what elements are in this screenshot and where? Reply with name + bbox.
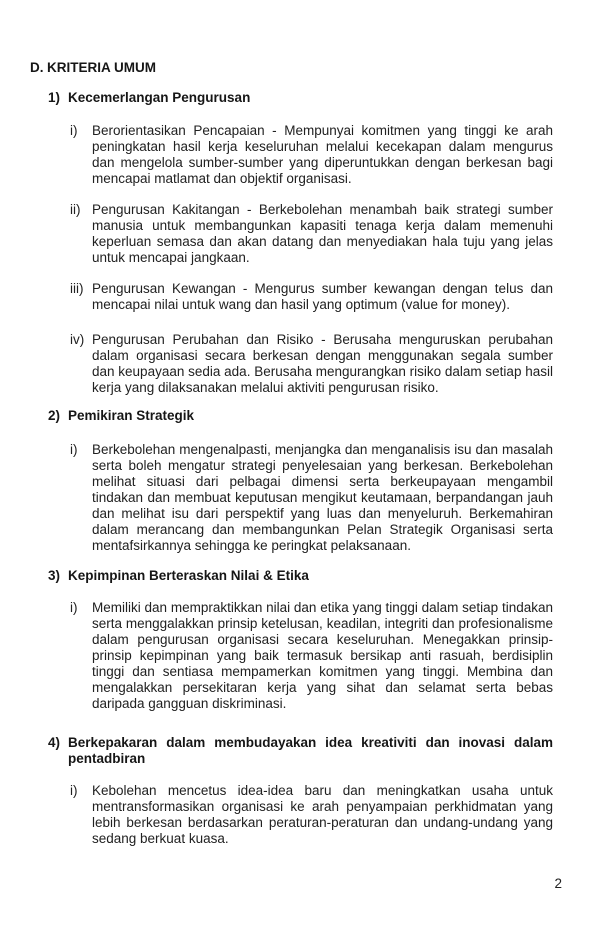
item-marker: i): [70, 600, 78, 615]
item-marker: i): [70, 442, 78, 457]
criterion-2-item-i: [70, 442, 600, 554]
criterion-4-marker: 4): [48, 735, 61, 750]
criterion-3-heading: [48, 568, 600, 584]
criterion-1-item-ii: [70, 202, 600, 266]
criterion-2-marker: 2): [48, 408, 61, 423]
item-text: Berorientasikan Pencapaian - Mempunyai komitmen yang tinggi ke arah peningkatan hasil kerja keseluruhan melalui kecekapan dalam mengurus dan mengelola sumber-sumber yang diperuntukkan dengan berkesan bagi mencapai matlamat dan objektif organisasi.: [92, 123, 553, 186]
section-marker: D.: [30, 60, 44, 75]
criterion-4-item-i: [70, 783, 600, 847]
section-heading: [30, 60, 600, 76]
item-marker: iii): [70, 281, 84, 296]
item-marker: i): [70, 783, 78, 798]
criterion-3-title: Kepimpinan Berteraskan Nilai & Etika: [68, 568, 309, 583]
criterion-1-marker: 1): [48, 90, 61, 105]
criterion-4-heading: [48, 735, 600, 767]
item-marker: iv): [70, 332, 85, 347]
item-text: Pengurusan Kakitangan - Berkebolehan menambah baik strategi sumber manusia untuk membangunkan kapasiti tenaga kerja dalam memenuhi keperluan semasa dan akan datang dan menyediakan hala tuju yang jelas untuk mencapai jangkaan.: [92, 202, 553, 265]
criterion-2-title: Pemikiran Strategik: [68, 408, 195, 423]
item-marker: i): [70, 123, 78, 138]
item-marker: ii): [70, 202, 81, 217]
item-text: Pengurusan Kewangan - Mengurus sumber kewangan dengan telus dan mencapai nilai untuk wang dan hasil yang optimum (value for money).: [92, 281, 553, 312]
criterion-2-heading: [48, 408, 600, 424]
item-text: Kebolehan mencetus idea-idea baru dan meningkatkan usaha untuk mentransformasikan organisasi ke arah penyampaian perkhidmatan yang lebih berkesan berdasarkan peraturan-peraturan dan undang-undang yang sedang berkuat kuasa.: [92, 783, 553, 846]
criterion-1-title: Kecemerlangan Pengurusan: [68, 90, 251, 105]
criterion-3-marker: 3): [48, 568, 61, 583]
criterion-1-item-iii: [70, 281, 600, 313]
item-text: Pengurusan Perubahan dan Risiko - Berusaha menguruskan perubahan dalam organisasi secara berkesan dengan menggunakan segala sumber dan keupayaan sedia ada. Berusaha mengurangkan risiko dalam setiap hasil kerja yang dilaksanakan melalui aktiviti pengurusan risiko.: [92, 332, 553, 395]
criterion-3-item-i: [70, 600, 600, 712]
page-number: 2: [554, 876, 562, 891]
item-text: Berkebolehan mengenalpasti, menjangka dan menganalisis isu dan masalah serta boleh mengatur strategi penyelesaian yang berkesan. Berkebolehan melihat situasi dari pelbagai dimensi serta berkeupayaan mengambil tindakan dan membuat keputusan mengikut keutamaan, berpandangan jauh dan melihat isu dari perspektif yang luas dan menyeluruh. Berkemahiran dalam merancang dan membangunkan Pelan Strategik Organisasi serta mentafsirkannya sehingga ke peringkat pelaksanaan.: [92, 442, 553, 553]
item-text: Memiliki dan mempraktikkan nilai dan etika yang tinggi dalam setiap tindakan serta menggalakkan prinsip ketelusan, keadilan, integriti dan profesionalisme dalam pengurusan organisasi secara keseluruhan. Menegakkan prinsip-prinsip kepimpinan yang baik termasuk bersikap anti rasuah, berdisiplin tinggi dan sentiasa mempamerkan komitmen yang tinggi. Membina dan mengalakkan persekitaran kerja yang sihat dan selamat serta bebas daripada gangguan diskriminasi.: [92, 600, 553, 711]
criterion-1-heading: [48, 90, 600, 106]
criterion-1-item-i: [70, 123, 600, 187]
criterion-1-item-iv: [70, 332, 600, 396]
criterion-4-title: Berkepakaran dalam membudayakan idea kreativiti dan inovasi dalam pentadbiran: [68, 735, 553, 766]
section-title: KRITERIA UMUM: [47, 60, 156, 75]
